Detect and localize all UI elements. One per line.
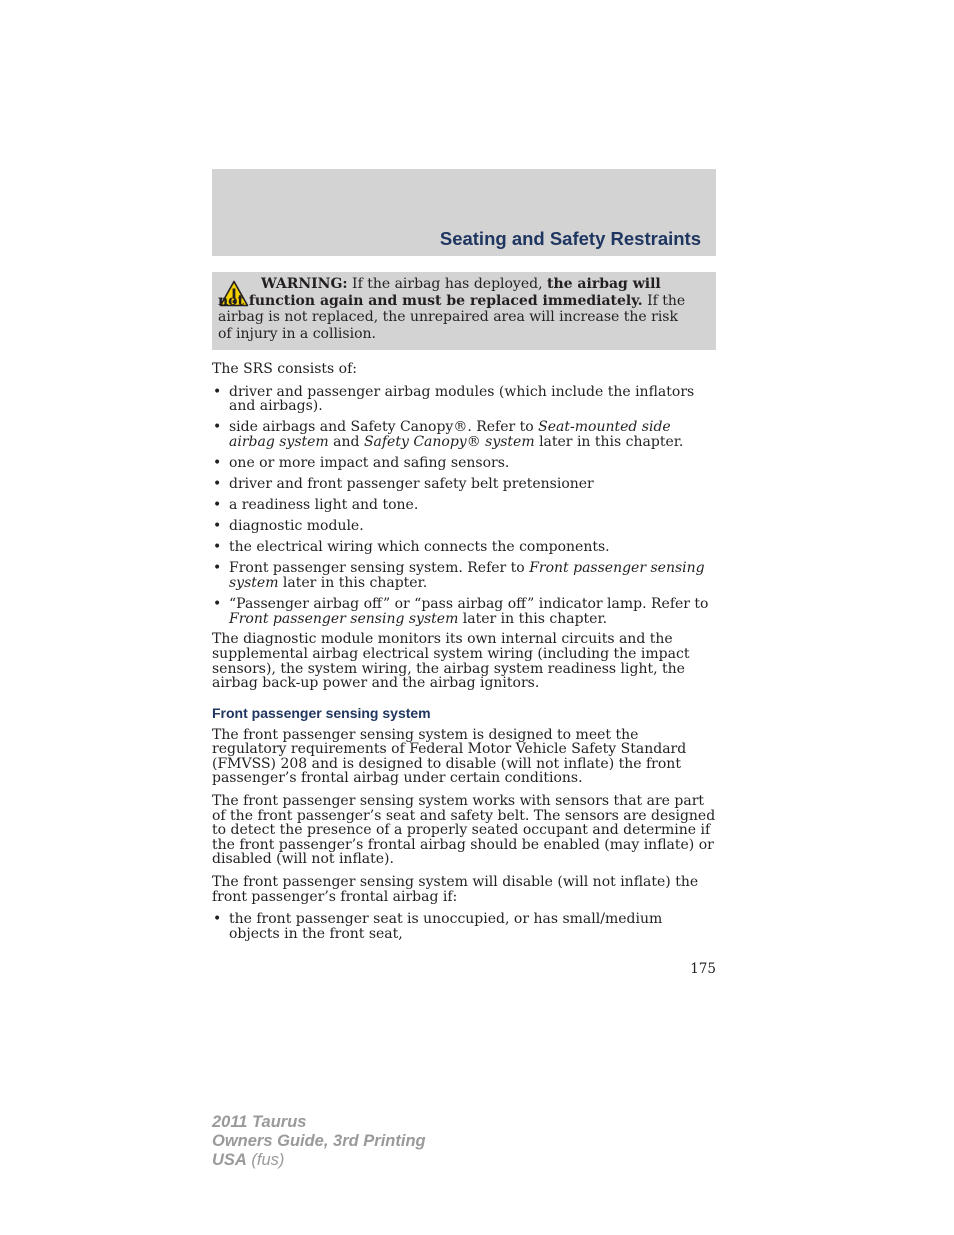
list-item-text: the front passenger seat is unoccupied, or has small/medium objects in the front seat, (229, 911, 663, 942)
fpss-paragraph-3: The front passenger sensing system will disable (will not inflate) the front passenger’s frontal airbag if: (212, 874, 699, 905)
footer-line-3 (212, 1151, 426, 1170)
fpss-paragraph-1: The front passenger sensing system is designed to meet the regulatory requirements of Federal Motor Vehicle Safety Standard (FMVSS) 208 and is designed to disable (will not inflate) the front passenger’s frontal airbag under certain conditions. (212, 726, 687, 787)
srs-intro: The SRS consists of: (212, 361, 357, 377)
warning-text (218, 276, 688, 342)
warning-box (212, 272, 716, 350)
list-item (212, 385, 716, 414)
list-item (212, 498, 716, 513)
list-item-text: driver and front passenger safety belt pretensioner (229, 476, 594, 493)
list-item-text: later in this chapter. (458, 610, 608, 627)
list-item-text: a readiness light and tone. (229, 497, 419, 514)
warning-label: WARNING: (261, 276, 348, 292)
footer (212, 1113, 426, 1170)
list-item (212, 540, 716, 555)
list-item (212, 561, 716, 590)
list-item-text: the electrical wiring which connects the components. (229, 539, 610, 556)
list-item-text: later in this chapter. (278, 575, 428, 592)
list-item (212, 519, 716, 534)
list-item (212, 420, 716, 449)
section-title: Seating and Safety Restraints (439, 228, 701, 249)
cross-reference: Front passenger sensing system (229, 560, 705, 592)
page-number: 175 (690, 961, 716, 977)
diagnostic-paragraph: The diagnostic module monitors its own internal circuits and the supplemental airbag electrical system wiring (including the impact sensors), the system wiring, the airbag system readiness light, the airbag back-up power and the airbag ignitors. (212, 631, 690, 692)
list-item (212, 477, 716, 492)
list-item (212, 456, 716, 471)
list-item (212, 912, 716, 941)
list-item-text: later in this chapter. (534, 433, 684, 450)
footer-line-2: Owners Guide, 3rd Printing (212, 1132, 426, 1150)
main-content (212, 362, 716, 948)
footer-line-1: 2011 Taurus (212, 1113, 307, 1131)
list-item-text: “Passenger airbag off” or “pass airbag off” indicator lamp. Refer to (229, 596, 709, 613)
warning-text-part: If the airbag is not replaced, the unrepaired area will increase the risk of injury in a collision. (218, 292, 686, 342)
cross-reference: Safety Canopy® system (363, 433, 535, 450)
list-item-text: driver and passenger airbag modules (which include the inflators and airbags). (229, 383, 695, 415)
srs-component-list (212, 385, 716, 627)
footer-region: USA (212, 1151, 247, 1169)
fpss-paragraph-2: The front passenger sensing system works with sensors that are part of the front passenger’s seat and safety belt. The sensors are designed to detect the presence of a properly seated occupant and determine if the front passenger’s frontal airbag should be enabled (may inflate) or disabled (will not inflate). (212, 793, 716, 868)
list-item-text: and (328, 433, 364, 450)
list-item (212, 597, 716, 626)
section-header-band (212, 169, 716, 256)
list-item-text: Front passenger sensing system. Refer to (229, 560, 530, 577)
cross-reference: Front passenger sensing system (229, 610, 459, 627)
fpss-condition-list (212, 912, 716, 941)
section-heading: Front passenger sensing system (212, 704, 431, 721)
warning-emphasis: the airbag will not function again and must be replaced immediately. (218, 276, 661, 309)
list-item-text: one or more impact and safing sensors. (229, 454, 510, 471)
cross-reference: Seat-mounted side airbag system (229, 419, 671, 450)
warning-text-part: If the airbag has deployed, (347, 276, 547, 292)
list-item-text: diagnostic module. (229, 518, 364, 535)
list-item-text: side airbags and Safety Canopy®. Refer to (229, 419, 539, 436)
footer-code: (fus) (246, 1151, 285, 1169)
